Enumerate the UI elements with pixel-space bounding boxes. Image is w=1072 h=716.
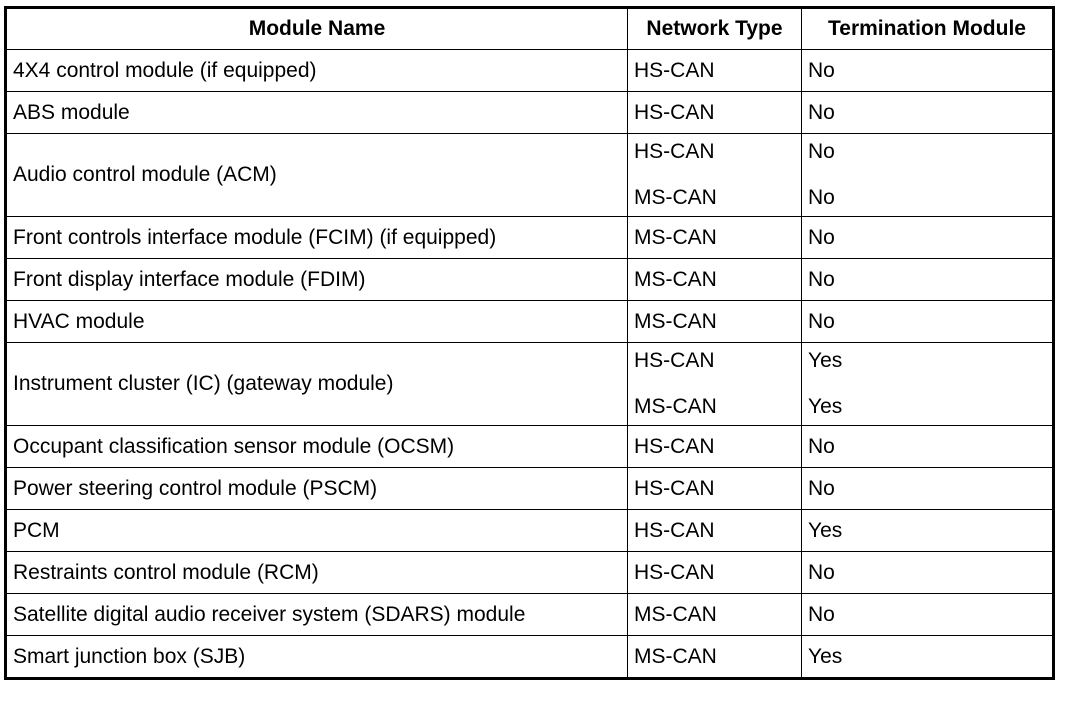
table-row — [6, 552, 1054, 594]
termination-value: No — [808, 140, 835, 163]
network-type-value: HS-CAN — [634, 58, 715, 82]
table-row — [6, 510, 1054, 552]
table-row — [6, 636, 1054, 679]
module-name-cell: ABS module — [6, 92, 628, 134]
termination-module-cell — [802, 343, 1054, 426]
network-type-value: MS-CAN — [634, 267, 717, 291]
termination-module-cell — [802, 468, 1054, 510]
module-name-cell: Audio control module (ACM) — [6, 134, 628, 217]
table-row — [6, 301, 1054, 343]
network-type-value: MS-CAN — [634, 309, 717, 333]
module-name-cell: Restraints control module (RCM) — [6, 552, 628, 594]
module-name-cell: Front display interface module (FDIM) — [6, 259, 628, 301]
module-name-cell: Smart junction box (SJB) — [6, 636, 628, 679]
termination-value: Yes — [808, 395, 843, 418]
network-type-cell — [628, 50, 802, 92]
termination-value: Yes — [808, 644, 843, 668]
termination-module-cell — [802, 217, 1054, 259]
network-type-value: HS-CAN — [634, 476, 715, 500]
table-row — [6, 92, 1054, 134]
network-type-value: MS-CAN — [634, 225, 717, 249]
table-row — [6, 259, 1054, 301]
table-header-row — [6, 8, 1054, 50]
table-row — [6, 217, 1054, 259]
module-name-cell: 4X4 control module (if equipped) — [6, 50, 628, 92]
network-type-cell — [628, 134, 802, 217]
header-module-name: Module Name — [6, 8, 628, 50]
network-type-value: HS-CAN — [634, 560, 715, 584]
module-name-cell: Instrument cluster (IC) (gateway module) — [6, 343, 628, 426]
network-type-cell — [628, 468, 802, 510]
network-type-value: HS-CAN — [634, 518, 715, 542]
termination-value: Yes — [808, 349, 843, 372]
module-name-cell: Satellite digital audio receiver system (SDARS) module — [6, 594, 628, 636]
module-name-cell: PCM — [6, 510, 628, 552]
network-type-cell — [628, 259, 802, 301]
table-row — [6, 594, 1054, 636]
table-body — [6, 50, 1054, 679]
module-name-cell: Occupant classification sensor module (OCSM) — [6, 426, 628, 468]
termination-value: No — [808, 267, 835, 291]
termination-module-cell — [802, 636, 1054, 679]
network-type-value: MS-CAN — [634, 186, 717, 209]
termination-value: No — [808, 100, 835, 124]
termination-value: No — [808, 434, 835, 458]
network-type-value: HS-CAN — [634, 349, 715, 372]
termination-module-cell — [802, 426, 1054, 468]
network-type-value: MS-CAN — [634, 395, 717, 418]
termination-value: Yes — [808, 518, 843, 542]
network-type-cell — [628, 552, 802, 594]
termination-value: No — [808, 476, 835, 500]
table-row — [6, 50, 1054, 92]
network-type-cell — [628, 636, 802, 679]
network-type-value: HS-CAN — [634, 100, 715, 124]
network-type-value: MS-CAN — [634, 602, 717, 626]
termination-value: No — [808, 58, 835, 82]
termination-module-cell — [802, 552, 1054, 594]
table-row — [6, 468, 1054, 510]
termination-value: No — [808, 602, 835, 626]
header-termination-module: Termination Module — [802, 8, 1054, 50]
termination-module-cell — [802, 301, 1054, 343]
module-network-table — [4, 6, 1055, 680]
network-type-cell — [628, 217, 802, 259]
network-type-cell — [628, 594, 802, 636]
table-row — [6, 343, 1054, 426]
network-type-cell — [628, 92, 802, 134]
network-type-cell — [628, 301, 802, 343]
termination-module-cell — [802, 259, 1054, 301]
termination-value: No — [808, 560, 835, 584]
table-row — [6, 134, 1054, 217]
termination-module-cell — [802, 594, 1054, 636]
module-name-cell: Power steering control module (PSCM) — [6, 468, 628, 510]
termination-value: No — [808, 309, 835, 333]
termination-value: No — [808, 186, 835, 209]
termination-module-cell — [802, 134, 1054, 217]
termination-module-cell — [802, 50, 1054, 92]
termination-module-cell — [802, 92, 1054, 134]
network-type-value: MS-CAN — [634, 644, 717, 668]
module-name-cell: HVAC module — [6, 301, 628, 343]
network-type-value: HS-CAN — [634, 140, 715, 163]
header-network-type: Network Type — [628, 8, 802, 50]
network-type-value: HS-CAN — [634, 434, 715, 458]
table-row — [6, 426, 1054, 468]
network-type-cell — [628, 343, 802, 426]
termination-module-cell — [802, 510, 1054, 552]
module-name-cell: Front controls interface module (FCIM) (if equipped) — [6, 217, 628, 259]
termination-value: No — [808, 225, 835, 249]
network-type-cell — [628, 426, 802, 468]
network-type-cell — [628, 510, 802, 552]
